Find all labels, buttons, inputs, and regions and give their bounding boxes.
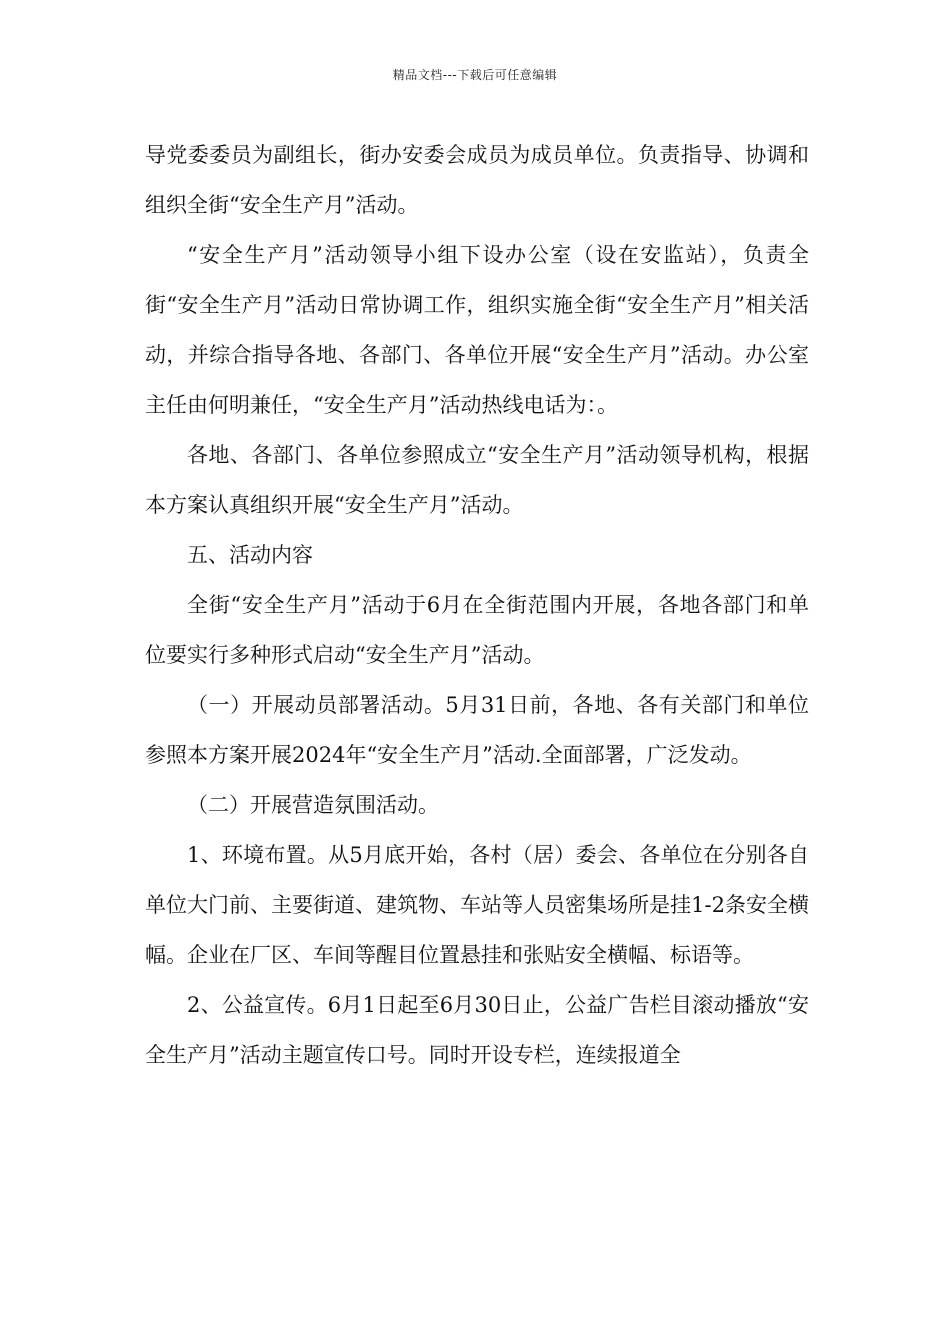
paragraph-environment: 1、环境布置。从5月底开始，各村（居）委会、各单位在分别各自单位大门前、主要街道、建筑物、车站等人员密集场所是挂1-2条安全横幅。企业在厂区、车间等醒目位置悬挂和张贴安全横幅、标语等。 xyxy=(145,843,809,967)
paragraph-continuation: 导党委委员为副组长，街办安委会成员为成员单位。负责指导、协调和组织全街“安全生产月”活动。 xyxy=(145,143,809,217)
paragraph-public-promotion: 2、公益宣传。6月1日起至6月30日止，公益广告栏目滚动播放“安全生产月”活动主题宣传口号。同时开设专栏，连续报道全 xyxy=(145,993,809,1067)
page-header: 精品文档---下载后可任意编辑 xyxy=(392,68,558,82)
subheading-atmosphere: （二）开展营造氛围活动。 xyxy=(187,793,439,817)
section-heading: 五、活动内容 xyxy=(187,543,313,567)
paragraph-office: “安全生产月”活动领导小组下设办公室（设在安监站），负责全街“安全生产月”活动日常协调工作，组织实施全街“安全生产月”相关活动，并综合指导各地、各部门、各单位开展“安全生产月”活动。办公室主任由何明兼任，“安全生产月”活动热线电话为：。 xyxy=(145,243,809,417)
document-body xyxy=(145,130,809,1080)
paragraph-agencies: 各地、各部门、各单位参照成立“安全生产月”活动领导机构，根据本方案认真组织开展“安全生产月”活动。 xyxy=(145,443,809,517)
paragraph-mobilization: （一）开展动员部署活动。5月31日前，各地、各有关部门和单位参照本方案开展2024年“安全生产月”活动.全面部署，广泛发动。 xyxy=(145,693,809,767)
paragraph-activity-intro: 全街“安全生产月”活动于6月在全街范围内开展，各地各部门和单位要实行多种形式启动“安全生产月”活动。 xyxy=(145,593,809,667)
